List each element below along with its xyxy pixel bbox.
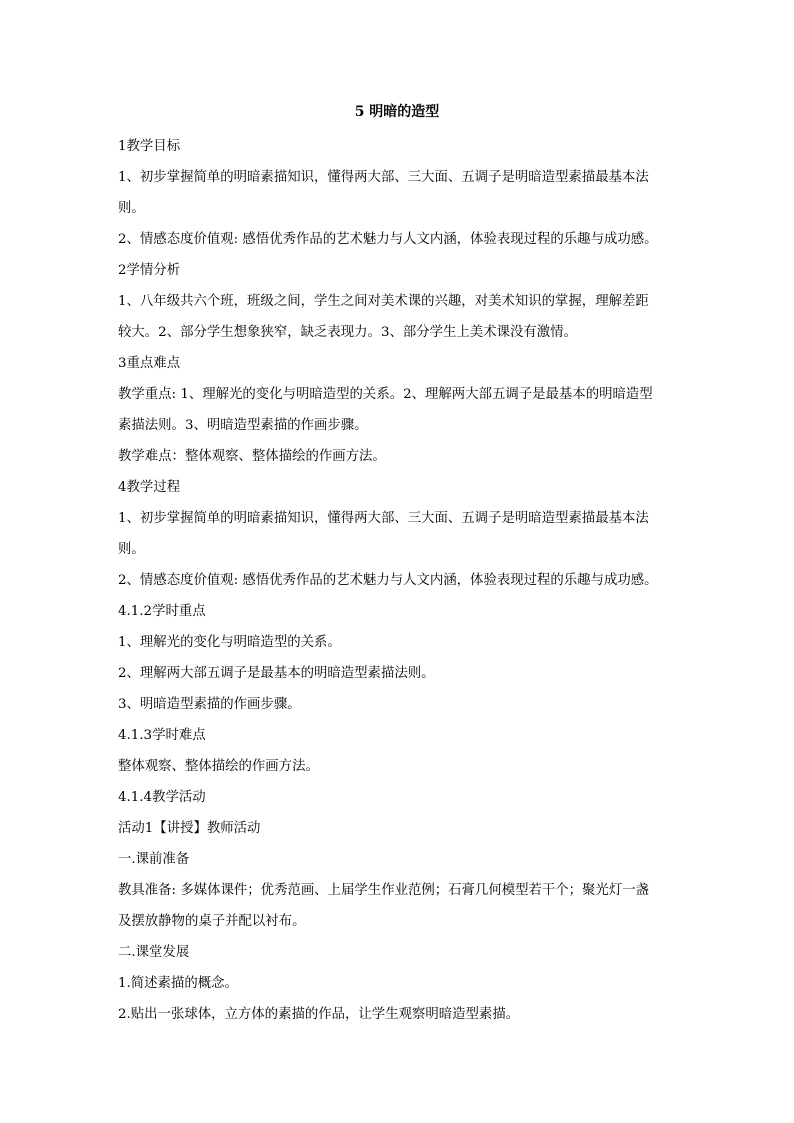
text-line: 1.简述素描的概念。	[118, 976, 238, 991]
text-line: 4.1.3学时难点	[118, 728, 206, 743]
text-line: 则。	[118, 201, 145, 216]
text-line: 较大。2、部分学生想象狭窄，缺乏表现力。3、部分学生上美术课没有激情。	[118, 325, 577, 340]
text-line: 2、情感态度价值观: 感悟优秀作品的艺术魅力与人文内涵，体验表现过程的乐趣与成功感。	[118, 232, 658, 247]
text-line: 则。	[118, 542, 145, 557]
text-line: 一.课前准备	[118, 852, 190, 867]
text-line: 2学情分析	[118, 263, 181, 278]
text-line: 1、八年级共六个班，班级之间，学生之间对美术课的兴趣，对美术知识的掌握，理解差距	[118, 294, 649, 309]
text-line: 4.1.2学时重点	[118, 604, 206, 619]
text-line: 2、理解两大部五调子是最基本的明暗造型素描法则。	[118, 666, 435, 681]
text-line: 素描法则。3、明暗造型素描的作画步骤。	[118, 418, 368, 433]
text-line: 4.1.4教学活动	[118, 790, 206, 805]
text-line: 2.贴出一张球体，立方体的素描的作品，让学生观察明暗造型素描。	[118, 1007, 520, 1022]
text-line: 活动1【讲授】教师活动	[118, 821, 261, 836]
text-line: 教学难点：整体观察、整体描绘的作画方法。	[118, 449, 386, 464]
text-line: 3、明暗造型素描的作画步骤。	[118, 697, 301, 712]
text-line: 及摆放静物的桌子并配以衬布。	[118, 914, 306, 929]
text-line: 教具准备: 多媒体课件；优秀范画、上届学生作业范例；石膏几何模型若干个；聚光灯一盏	[118, 883, 649, 898]
text-line: 1、初步掌握简单的明暗素描知识，懂得两大部、三大面、五调子是明暗造型素描最基本法	[118, 170, 649, 185]
document-body	[118, 131, 682, 1030]
text-line: 二.课堂发展	[118, 945, 190, 960]
text-line: 4教学过程	[118, 480, 181, 495]
text-line: 3重点难点	[118, 356, 181, 371]
text-line: 1教学目标	[118, 139, 181, 154]
document-title: 5 明暗的造型	[354, 104, 440, 120]
text-line: 2、情感态度价值观: 感悟优秀作品的艺术魅力与人文内涵，体验表现过程的乐趣与成功感。	[118, 573, 658, 588]
text-line: 整体观察、整体描绘的作画方法。	[118, 759, 319, 774]
text-line: 1、初步掌握简单的明暗素描知识，懂得两大部、三大面、五调子是明暗造型素描最基本法	[118, 511, 649, 526]
text-line: 1、理解光的变化与明暗造型的关系。	[118, 635, 341, 650]
text-line: 教学重点: 1、理解光的变化与明暗造型的关系。2、理解两大部五调子是最基本的明暗造型	[118, 387, 653, 402]
